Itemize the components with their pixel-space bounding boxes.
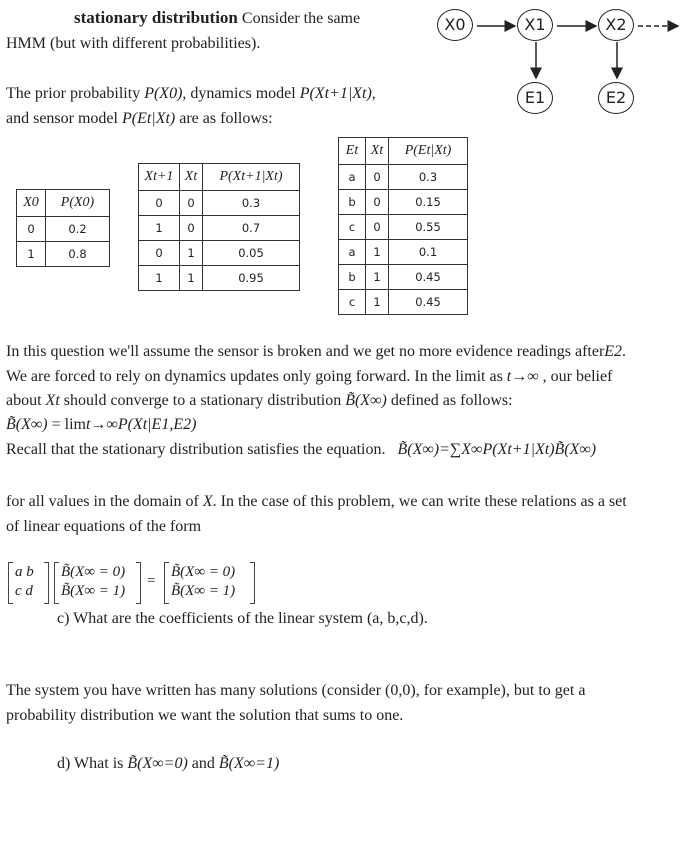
cell: 1 [180, 241, 203, 266]
cell: 1 [17, 242, 46, 267]
cell: 1 [366, 265, 389, 290]
cell: a [339, 165, 366, 190]
cell: 0.15 [389, 190, 468, 215]
para-l4-math: B̃(X∞) [6, 416, 48, 433]
para2-line-2: of linear equations of the form [6, 518, 202, 535]
cell: 1 [180, 266, 203, 291]
table-header [339, 138, 366, 165]
question-d-label: d) What is [57, 755, 124, 772]
node-x2 [598, 9, 634, 41]
para-line-2 [6, 367, 612, 387]
cell: 0.3 [389, 165, 468, 190]
para-l2-text: We are forced to rely on dynamics updates only going forward. In the limit as [6, 368, 503, 385]
para-line-3 [6, 391, 513, 411]
table-header [180, 164, 203, 191]
cell: 0.7 [203, 216, 300, 241]
cell: 0.1 [389, 240, 468, 265]
para2-l1-math: X [202, 493, 213, 510]
cell: 1 [139, 266, 180, 291]
para-l2-math: t→∞ [506, 368, 539, 385]
coef-row-1: a b [15, 564, 34, 580]
rhs-bracket-right [250, 562, 255, 604]
table-row [17, 217, 110, 242]
table-row [139, 216, 300, 241]
para-l2-end: , our belief [542, 368, 613, 385]
node-x2-label: X2 [605, 15, 627, 34]
question-c: c) What are the coefficients of the linear system (a, b,c,d). [57, 610, 428, 627]
node-x1-label: X1 [524, 15, 546, 34]
vec-row-1: B̃(X∞ = 0) [61, 564, 126, 580]
table-row [139, 241, 300, 266]
node-e1 [517, 82, 553, 114]
para2-line-1 [6, 492, 627, 512]
header-cell: Xt [370, 143, 384, 158]
para-l3-math: Xt [45, 392, 60, 409]
vec-row-2: B̃(X∞ = 1) [61, 583, 126, 599]
dynamics-math: P(Xt+1|Xt) [299, 85, 372, 102]
intro-line-2: HMM (but with different probabilities). [6, 35, 261, 52]
question-d-math-1: B̃(X∞=0) [127, 755, 188, 772]
cell: 1 [366, 240, 389, 265]
cell: 0.05 [203, 241, 300, 266]
header-cell: Xt [184, 169, 198, 184]
header-cell: Xt+1 [144, 169, 174, 184]
prior-text-b: , dynamics model [182, 85, 296, 102]
cell: 0 [366, 165, 389, 190]
equals-sign: = [147, 573, 156, 589]
table-row [17, 242, 110, 267]
cell: 0 [139, 241, 180, 266]
para-l1-text: In this question we'll assume the sensor is broken and we get no more evidence readings after [6, 343, 605, 360]
prior-text-line-1 [6, 84, 376, 104]
header-cell: Et [345, 143, 359, 158]
table-row [339, 215, 468, 240]
prior-text-e: are as follows: [179, 110, 273, 127]
table-row [139, 266, 300, 291]
sensor-math: P(Et|Xt) [121, 110, 176, 127]
question-d-and: and [191, 755, 215, 772]
header-cell: X0 [23, 195, 39, 210]
node-x0-label: X0 [444, 15, 466, 34]
prior-text-a: The prior probability [6, 85, 141, 102]
para-l4-rest: t→∞P(Xt|E1,E2) [85, 416, 197, 433]
para-l3-b: should converge to a stationary distribution [63, 392, 342, 409]
para-l1-end: . [622, 343, 627, 360]
para-l5-text: Recall that the stationary distribution satisfies the equation. [6, 441, 386, 458]
cell: 0 [180, 216, 203, 241]
node-e2-label: E2 [605, 88, 627, 107]
header-cell: P(Et|Xt) [404, 143, 452, 158]
cell: 0.45 [389, 265, 468, 290]
para-l3-math-2: B̃(X∞) [345, 392, 387, 409]
intro-line-1-rest: Consider the same [241, 10, 361, 27]
table-row [139, 191, 300, 216]
coef-bracket-right [44, 562, 49, 604]
rhs-bracket-left [164, 562, 169, 604]
cell: 0.2 [46, 217, 110, 242]
table-header [46, 190, 110, 217]
cell: 1 [139, 216, 180, 241]
rhs-row-2: B̃(X∞ = 1) [171, 583, 236, 599]
table-row [339, 165, 468, 190]
cell: c [339, 215, 366, 240]
para-l3-a: about [6, 392, 42, 409]
cell: 0 [180, 191, 203, 216]
table-header [389, 138, 468, 165]
node-e1-label: E1 [524, 88, 546, 107]
para-line-5 [6, 440, 596, 460]
cell: 0 [366, 215, 389, 240]
para2-l1-a: for all values in the domain of [6, 493, 199, 510]
cell: 0 [17, 217, 46, 242]
prior-text-c: , [371, 85, 376, 102]
cell: a [339, 240, 366, 265]
cell: 0.45 [389, 290, 468, 315]
question-d-math-2: B̃(X∞=1) [218, 755, 280, 772]
coef-bracket-left [8, 562, 13, 604]
table-header [17, 190, 46, 217]
cell: b [339, 190, 366, 215]
vec-bracket-right [136, 562, 141, 604]
table-header [366, 138, 389, 165]
para-l3-c: defined as follows: [390, 392, 513, 409]
header-cell: P(X0) [60, 195, 95, 210]
cell: 1 [366, 290, 389, 315]
sensor-table [338, 137, 468, 315]
cell: 0.3 [203, 191, 300, 216]
dynamics-table [138, 163, 300, 291]
table-header [203, 164, 300, 191]
node-x1 [517, 9, 553, 41]
table-row [339, 240, 468, 265]
table-header [139, 164, 180, 191]
para-l1-math: E2 [604, 343, 623, 360]
intro-heading: stationary distribution [74, 8, 238, 27]
cell: 0 [366, 190, 389, 215]
para-l4-eq: = lim [51, 416, 86, 433]
node-x0 [437, 9, 473, 41]
table-row [339, 190, 468, 215]
para-l5-math: B̃(X∞)=∑X∞P(Xt+1|Xt)B̃(X∞) [397, 441, 597, 458]
rhs-row-1: B̃(X∞ = 0) [171, 564, 236, 580]
vec-bracket-left [54, 562, 59, 604]
cell: c [339, 290, 366, 315]
para3-line-1: The system you have written has many solutions (consider (0,0), for example), but to get a [6, 682, 586, 699]
cell: 0.8 [46, 242, 110, 267]
table-row [339, 265, 468, 290]
para-line-4 [6, 415, 196, 435]
table-row [339, 290, 468, 315]
prior-text-line-2 [6, 109, 273, 129]
cell: 0.55 [389, 215, 468, 240]
para2-l1-b: . In the case of this problem, we can write these relations as a set [212, 493, 627, 510]
para3-line-2: probability distribution we want the solution that sums to one. [6, 707, 404, 724]
prior-text-d: and sensor model [6, 110, 118, 127]
header-cell: P(Xt+1|Xt) [219, 169, 283, 184]
cell: 0.95 [203, 266, 300, 291]
coef-row-2: c d [15, 583, 33, 599]
prior-table [16, 189, 110, 267]
question-d [57, 754, 279, 774]
cell: b [339, 265, 366, 290]
para-line-1 [6, 342, 626, 362]
node-e2 [598, 82, 634, 114]
cell: 0 [139, 191, 180, 216]
prior-math: P(X0) [144, 85, 183, 102]
